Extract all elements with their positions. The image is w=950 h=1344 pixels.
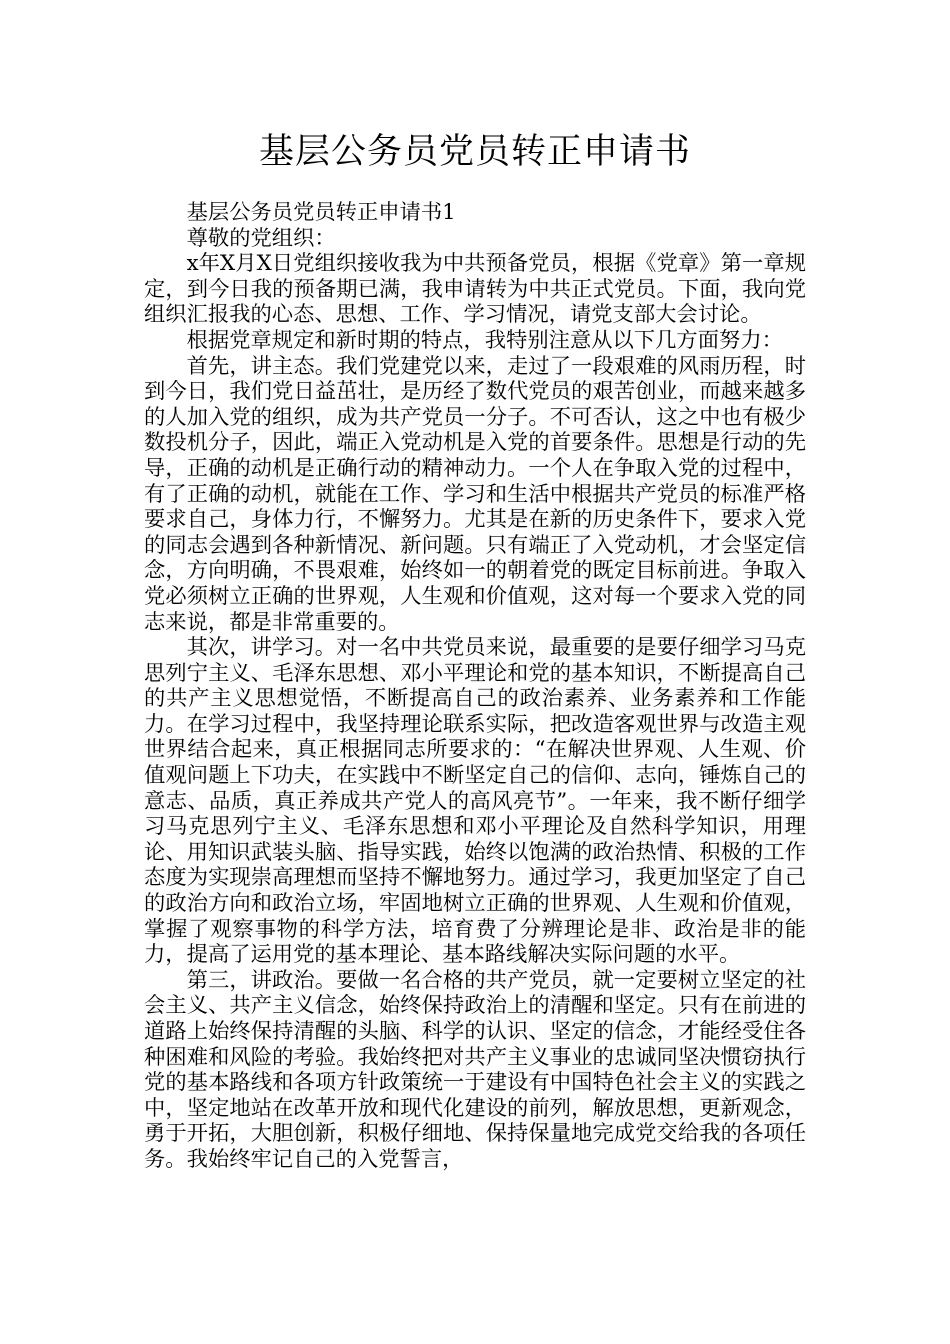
paragraph: 根据党章规定和新时期的特点，我特别注意从以下几方面努力：: [186, 327, 783, 353]
paragraph-salutation: 尊敬的党组织：: [186, 225, 336, 251]
paragraph: 第三，讲政治。要做一名合格的共产党员，就一定要树立坚定的社会主义、共产主义信念，始终保持政治上的清醒和坚定。只有在前进的道路上始终保持清醒的头脑、科学的认识、坚定的信念，才能经受住各种困难和风险的考验。我始终把对共产主义事业的忠诚同坚决惯窃执行党的基本路线和各项方针政策统一于建设有中国特色社会主义的实践之中，坚定地站在改革开放和现代化建设的前列，解放思想，更新观念，勇于开拓，大胆创新，积极仔细地、保持保量地完成党交给我的各项任务。我始终牢记自己的入党誓言，: [144, 967, 806, 1172]
paragraph-heading: 基层公务员党员转正申请书1: [186, 200, 456, 225]
paragraph: 其次，讲学习。对一名中共党员来说，最重要的是要仔细学习马克思列宁主义、毛泽东思想、邓小平理论和党的基本知识，不断提高自己的共产主义思想觉悟，不断提高自己的政治素养、业务素养和工作能力。在学习过程中，我坚持理论联系实际，把改造客观世界与改造主观世界结合起来，真正根据同志所要求的：“在解决世界观、人生观、价值观问题上下功夫，在实践中不断坚定自己的信仰、志向，锤炼自己的意志、品质，真正养成共产党人的高风亮节”。一年来，我不断仔细学习马克思列宁主义、毛泽东思想和邓小平理论及自然科学知识，用理论、用知识武装头脑、指导实践，始终以饱满的政治热情、积极的工作态度为实现崇高理想而坚持不懈地努力。通过学习，我更加坚定了自己的政治方向和政治立场，牢固地树立正确的世界观、人生观和价值观，掌握了观察事物的科学方法，培育费了分辨理论是非、政治是非的能力，提高了运用党的基本理论、基本路线解决实际问题的水平。: [144, 635, 806, 968]
document-page: [144, 0, 806, 1344]
paragraph: x年X月X日党组织接收我为中共预备党员，根据《党章》第一章规定，到今日我的预备期已满，我申请转为中共正式党员。下面，我向党组织汇报我的心态、思想、工作、学习情况，请党支部大会讨论。: [144, 251, 806, 328]
document-title: 基层公务员党员转正申请书: [258, 132, 691, 172]
document-body: [144, 200, 806, 1173]
paragraph: 首先，讲主态。我们党建党以来，走过了一段艰难的风雨历程，时到今日，我们党日益茁壮，是历经了数代党员的艰苦创业，而越来越多的人加入党的组织，成为共产党员一分子。不可否认，这之中也有极少数投机分子，因此，端正入党动机是入党的首要条件。思想是行动的先导，正确的动机是正确行动的精神动力。一个人在争取入党的过程中，有了正确的动机，就能在工作、学习和生活中根据共产党员的标准严格要求自己，身体力行，不懈努力。尤其是在新的历史条件下，要求入党的同志会遇到各种新情况、新问题。只有端正了入党动机，才会坚定信念，方向明确，不畏艰难，始终如一的朝着党的既定目标前进。争取入党必须树立正确的世界观，人生观和价值观，这对每一个要求入党的同志来说，都是非常重要的。: [144, 353, 806, 635]
